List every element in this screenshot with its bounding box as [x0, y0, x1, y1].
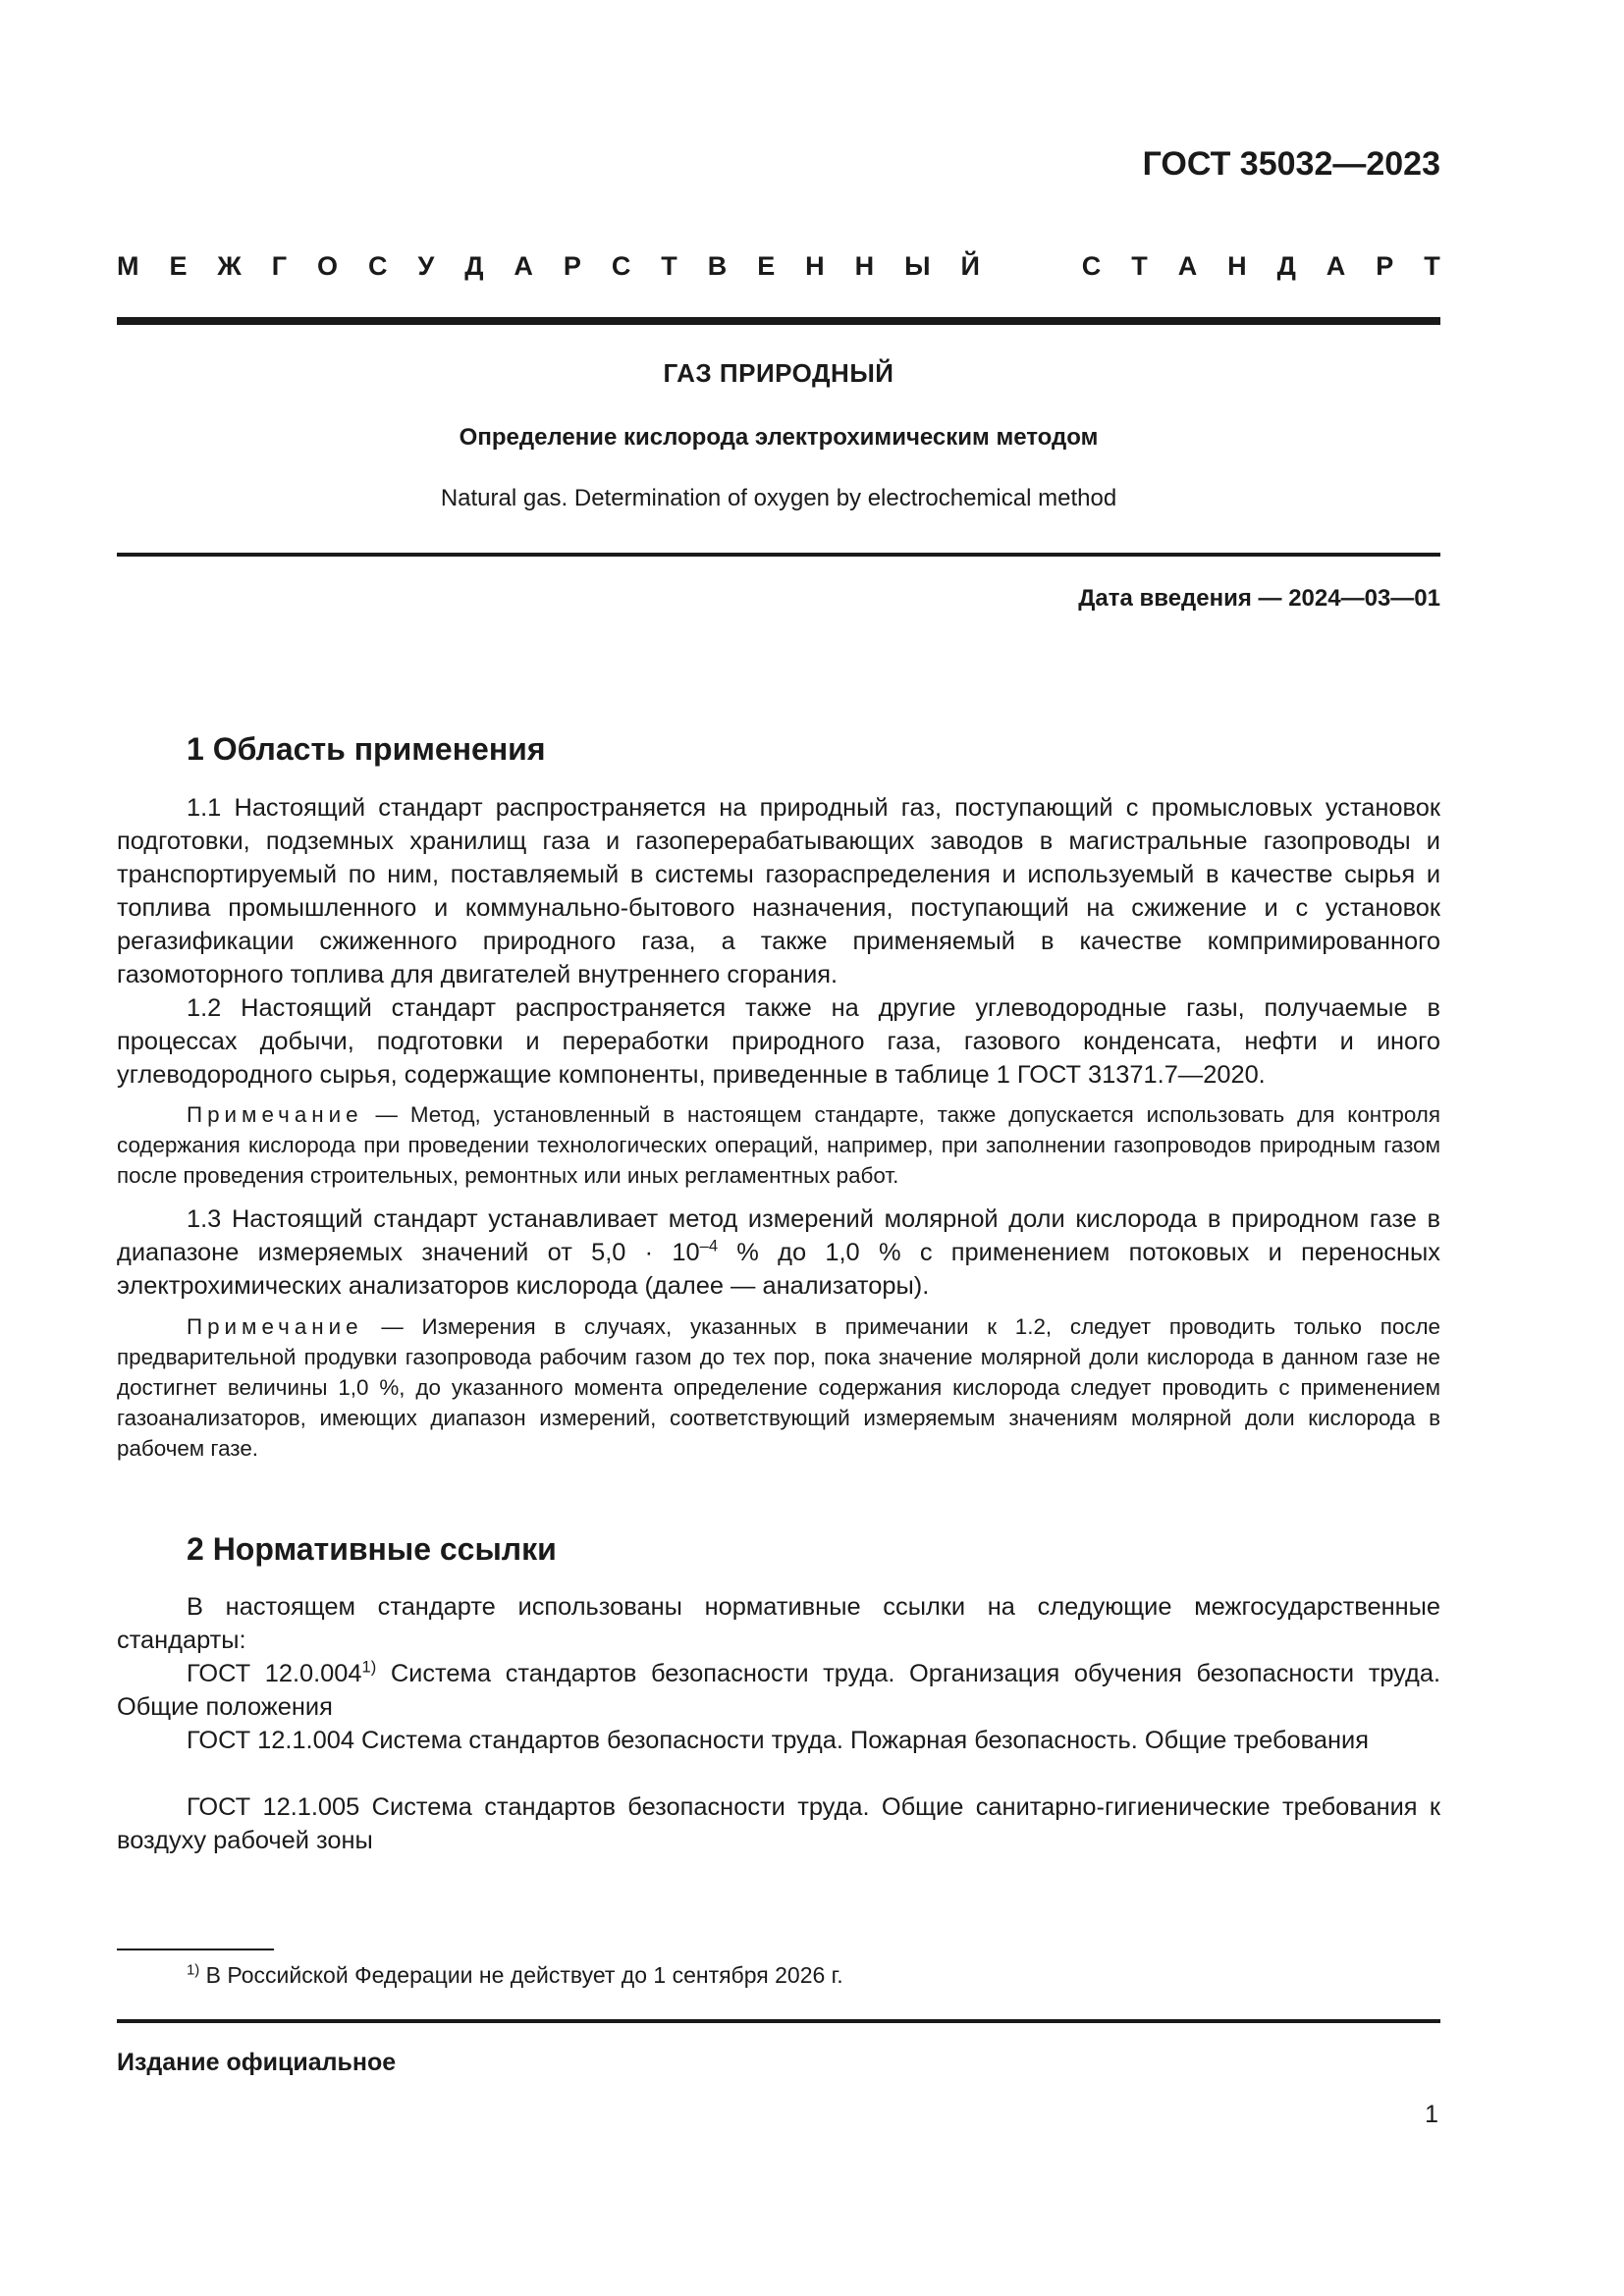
reference-text: Система стандартов безопасности труда. Пожарная безопасность. Общие требования	[353, 1727, 1369, 1754]
banner-letter: Е	[169, 251, 188, 281]
note-2	[117, 1311, 1440, 1464]
document-subtitle: Определение кислорода электрохимическим методом	[459, 424, 1099, 451]
banner-letter: М	[117, 251, 139, 281]
reference-text: Система стандартов безопасности труда. Общие санитарно-гигиенические требования к воздуху рабочей зоны	[117, 1793, 1441, 1854]
note-label: Примечание	[187, 1102, 363, 1127]
banner-letter: Ж	[217, 251, 242, 281]
reference-item	[117, 1657, 1440, 1724]
clause-text: % до 1,0 % с применением потоковых и переносных электрохимических анализаторов кислорода (далее — анализаторы).	[117, 1239, 1441, 1300]
header-divider	[117, 317, 1440, 325]
banner-letter: С	[611, 251, 631, 281]
reference-code: ГОСТ 12.1.005	[187, 1793, 360, 1821]
note-1	[117, 1099, 1440, 1191]
banner-letter: А	[514, 251, 533, 281]
banner-letter: Т	[661, 251, 677, 281]
note-text: — Метод, установленный в настоящем стандарте, также допускается использовать для контроля содержания кислорода при проведении технологических операций, например, при заполнении газопроводов природным газом после проведения строительных, ремонтных или иных регламентных работ.	[117, 1102, 1440, 1188]
section-2-heading: 2 Нормативные ссылки	[187, 1531, 557, 1567]
banner-letter: Д	[464, 251, 484, 281]
banner-letter: Н	[1227, 251, 1247, 281]
banner-word-gap	[1010, 251, 1052, 282]
banner-letter: О	[317, 251, 339, 281]
clause-text: 1.3 Настоящий стандарт устанавливает метод измерений молярной доли кислорода в природном газе в диапазоне измеряемых значений от 5,0 · 10	[117, 1205, 1440, 1266]
reference-text: Система стандартов безопасности труда. Организация обучения безопасности труда. Общие положения	[117, 1660, 1440, 1721]
exponent: –4	[699, 1237, 719, 1255]
banner-letter: С	[368, 251, 388, 281]
references-intro: В настоящем стандарте использованы нормативные ссылки на следующие межгосударственные стандарты:	[117, 1593, 1440, 1654]
reference-item	[117, 1790, 1440, 1857]
document-number: ГОСТ 35032—2023	[1142, 145, 1440, 183]
section-1-heading: 1 Область применения	[187, 731, 546, 767]
banner-letter: Й	[960, 251, 980, 281]
banner-letter: Р	[1376, 251, 1394, 281]
banner-letter: Т	[1131, 251, 1148, 281]
footer-divider	[117, 2019, 1440, 2023]
english-title: Natural gas. Determination of oxygen by electrochemical method	[440, 485, 1117, 511]
clause-1-3	[117, 1202, 1440, 1303]
footnote-text: В Российской Федерации не действует до 1 сентября 2026 г.	[199, 1962, 843, 1988]
banner-letter: Д	[1276, 251, 1296, 281]
reference-item	[117, 1724, 1440, 1757]
footnote	[187, 1962, 843, 1989]
interstate-standard-banner	[117, 251, 1440, 282]
clause-1-2: 1.2 Настоящий стандарт распространяется также на другие углеводородные газы, получаемые в процессах добычи, подготовки и переработки природного газа, газового конденсата, нефти и иного углеводородного сырья, содержащие компоненты, приведенные в таблице 1 ГОСТ 31371.7—2020.	[117, 994, 1440, 1089]
introduction-date: Дата введения — 2024—03—01	[1078, 585, 1440, 612]
banner-letter: Ы	[904, 251, 931, 281]
banner-letter: У	[417, 251, 435, 281]
banner-letter: Т	[1424, 251, 1440, 281]
official-edition-label: Издание официальное	[117, 2049, 397, 2076]
banner-letter: Г	[271, 251, 288, 281]
footnote-marker: 1)	[361, 1658, 377, 1677]
reference-code: ГОСТ 12.0.004	[187, 1660, 362, 1687]
note-text: — Измерения в случаях, указанных в примечании к 1.2, следует проводить только после предварительной продувки газопровода рабочим газом до тех пор, пока значение молярной доли кислорода в данном газе не достигнет величины 1,0 %, до указанного момента определение содержания кислорода следует проводить с применением газоанализаторов, имеющих диапазон измерений, соответствующий измеряемым значениям молярной доли кислорода в рабочем газе.	[117, 1314, 1440, 1461]
banner-letter: А	[1326, 251, 1346, 281]
page-number: 1	[1425, 2101, 1438, 2128]
banner-letter: Н	[805, 251, 825, 281]
title-divider	[117, 553, 1440, 557]
clause-1-1: 1.1 Настоящий стандарт распространяется на природный газ, поступающий с промысловых установок подготовки, подземных хранилищ газа и газоперерабатывающих заводов в магистральные газопроводы и транспортируемый по ним, поставляемый в системы газораспределения и используемый в качестве сырья и топлива промышленного и коммунально-бытового назначения, поступающий на сжижение и с установок регазификации сжиженного природного газа, а также применяемый в качестве компримированного газомоторного топлива для двигателей внутреннего сгорания.	[117, 794, 1440, 988]
reference-code: ГОСТ 12.1.004	[187, 1727, 354, 1754]
banner-letter: А	[1177, 251, 1198, 281]
banner-letter: В	[707, 251, 728, 281]
banner-letter: С	[1081, 251, 1102, 281]
banner-letter: Е	[757, 251, 776, 281]
document-title: ГАЗ ПРИРОДНЫЙ	[663, 358, 894, 388]
banner-letter: Н	[854, 251, 875, 281]
footnote-marker: 1)	[187, 1961, 200, 1979]
footnote-divider	[117, 1949, 274, 1950]
banner-letter: Р	[563, 251, 581, 281]
note-label: Примечание	[187, 1314, 363, 1339]
